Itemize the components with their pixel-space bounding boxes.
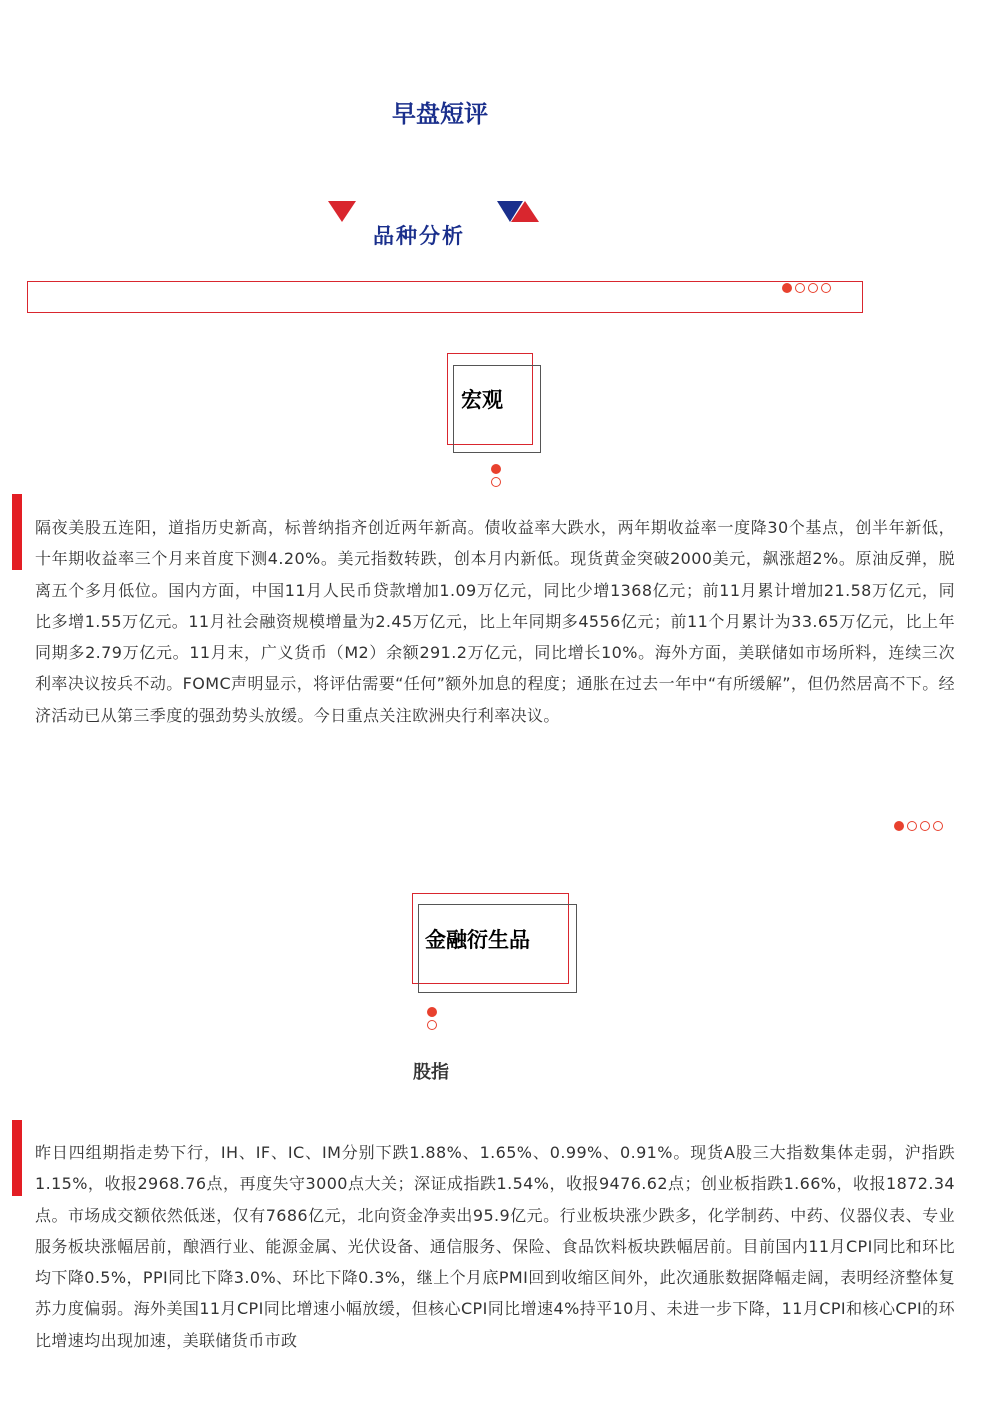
dot-filled — [782, 283, 792, 293]
vertical-dots-icon — [491, 464, 501, 487]
derivatives-heading: 金融衍生品 — [425, 928, 530, 952]
vertical-dots-icon — [427, 1007, 437, 1030]
dot-ring — [821, 283, 831, 293]
stock-index-label: 股指 — [413, 1062, 449, 1083]
section-subtitle: 品种分析 — [373, 224, 465, 248]
triangle-down-red-icon — [328, 201, 356, 223]
dot-ring — [808, 283, 818, 293]
section-banner — [27, 281, 863, 313]
derivatives-heading-box — [412, 893, 575, 991]
triangle-pair-icon — [497, 201, 541, 223]
macro-heading: 宏观 — [461, 388, 503, 412]
paragraph-accent-bar — [12, 1120, 22, 1196]
dot-indicator-icon — [782, 283, 831, 293]
macro-paragraph: 隔夜美股五连阳，道指历史新高，标普纳指齐创近两年新高。债收益率大跌水，两年期收益率一度降30个基点，创半年新低，十年期收益率三个月来首度下测4.20%。美元指数转跌，创本月内新低。现货黄金突破2000美元，飙涨超2%。原油反弹，脱离五个多月低位。国内方面，中国11月人民币贷款增加1.09万亿元，同比少增1368亿元；前11月累计增加21.58万亿元，同比多增1.55万亿元。11月社会融资规模增量为2.45万亿元，比上年同期多4556亿元；前11个月累计为33.65万亿元，比上年同期多2.79万亿元。11月末，广义货币（M2）余额291.2万亿元，同比增长10%。海外方面，美联储如市场所料，连续三次利率决议按兵不动。FOMC声明显示，将评估需要“任何”额外加息的程度；通胀在过去一年中“有所缓解”，但仍然居高不下。经济活动已从第三季度的强劲势头放缓。今日重点关注欧洲央行利率决议。 — [35, 518, 955, 725]
dot-indicator-icon — [894, 821, 943, 831]
derivatives-paragraph: 昨日四组期指走势下行，IH、IF、IC、IM分别下跌1.88%、1.65%、0.99%、0.91%。现货A股三大指数集体走弱，沪指跌1.15%，收报2968.76点，再度失守3000点大关；深证成指跌1.54%，收报9476.62点；创业板指跌1.66%，收报1872.34点。市场成交额依然低迷，仅有7686亿元，北向资金净卖出95.9亿元。行业板块涨少跌多，化学制药、中药、仪器仪表、专业服务板块涨幅居前，酿酒行业、能源金属、光伏设备、通信服务、保险、食品饮料板块跌幅居前。目前国内11月CPI同比和环比均下降0.5%，PPI同比下降3.0%、环比下降0.3%，继上个月底PMI回到收缩区间外，此次通胀数据降幅走阔，表明经济整体复苏力度偏弱。海外美国11月CPI同比增速小幅放缓，但核心CPI同比增速4%持平10月、未进一步下降，11月CPI和核心CPI的环比增速均出现加速，美联储货币市政 — [35, 1143, 955, 1350]
paragraph-accent-bar — [12, 494, 22, 570]
dot-ring — [795, 283, 805, 293]
page-title: 早盘短评 — [392, 100, 488, 128]
macro-heading-box — [447, 353, 539, 451]
